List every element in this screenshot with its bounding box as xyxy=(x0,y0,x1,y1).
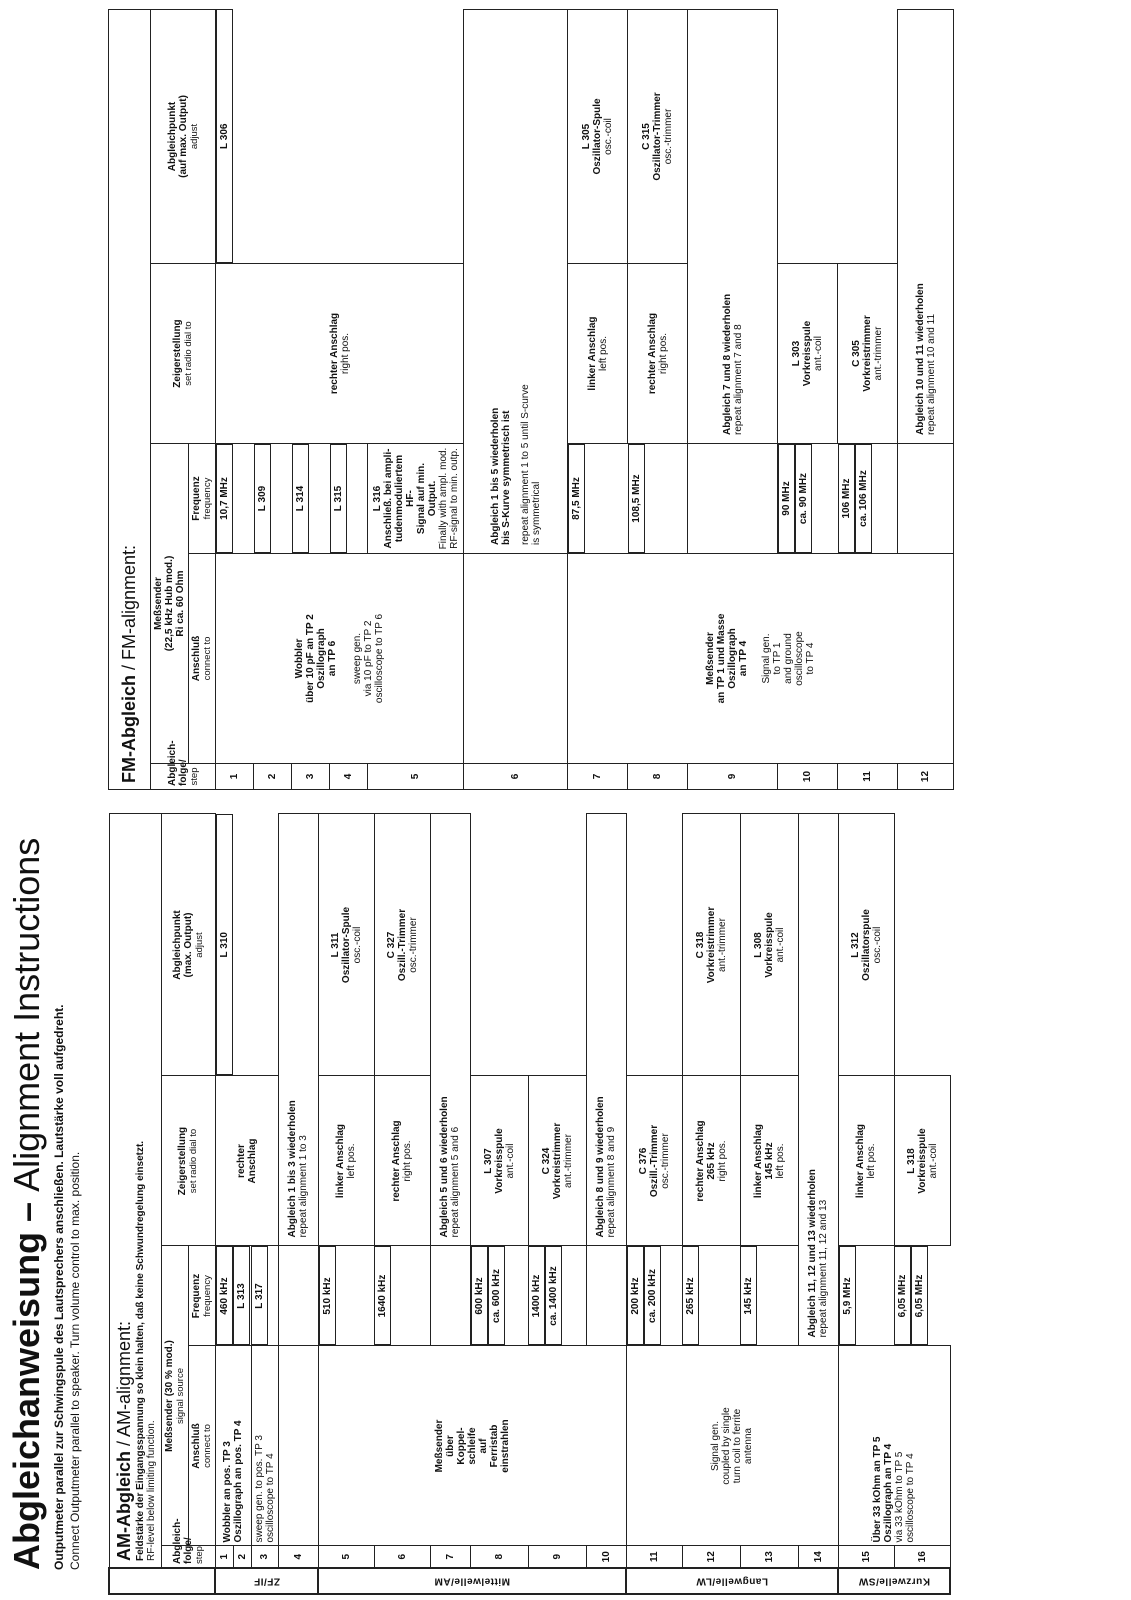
am-step-4-freq xyxy=(278,1246,318,1346)
am-step-9: 9 xyxy=(528,1546,586,1568)
am-col-adjust: Abgleichpunkt (max. Output) adjust xyxy=(161,814,215,1076)
am-step-1: 1 xyxy=(215,1546,233,1568)
am-step-13: 13 xyxy=(740,1546,798,1568)
fm-repeat-12: Abgleich 10 und 11 wiederholen repeat alignment 10 and 11 xyxy=(898,9,954,443)
am-freq-9: 1400 kHz xyxy=(528,1247,545,1346)
am-adjust-3: L 317 xyxy=(251,1247,268,1346)
am-note-en: RF-level below limiting function. xyxy=(145,1420,157,1561)
am-if-connect-de: Wobbler an pos. TP 3 Oszillograph an pos. TP 4 xyxy=(215,1346,251,1546)
am-dial-8: ca. 600 kHz xyxy=(488,1247,505,1346)
am-step-6: 6 xyxy=(374,1546,430,1568)
fm-step-3: 3 xyxy=(292,764,330,790)
am-freq-5: 510 kHz xyxy=(319,1247,336,1346)
page-title xyxy=(6,30,48,1570)
am-adjust-1: L 310 xyxy=(216,814,233,1076)
am-freq-16: 6,05 MHz xyxy=(894,1247,911,1346)
band-sw: Kurzwelle/SW xyxy=(838,1568,950,1594)
fm-group1-dial: rechter Anschlag right pos. xyxy=(216,264,464,444)
am-adjust-11: C 376 Oszill.-Trimmer osc.-trimmer xyxy=(626,1076,682,1246)
fm-freq-7: 87,5 MHz xyxy=(568,444,585,553)
am-dial-11: ca. 200 kHz xyxy=(644,1247,661,1346)
am-freq-11: 200 kHz xyxy=(627,1247,644,1346)
am-step-2: 2 xyxy=(233,1546,251,1568)
am-dial-15: linker Anschlag left pos. xyxy=(838,1076,894,1246)
am-col-dial: Zeigerstellung set radio dial to xyxy=(161,1076,215,1246)
fm-step-12-freq xyxy=(898,444,954,554)
fm-adjust-3: L 314 xyxy=(292,444,309,553)
fm-col-connect: Anschluß connect to xyxy=(189,554,216,764)
am-mw-connect: Meßsender über Koppel- schleife auf Ferristab einstrahlen xyxy=(318,1346,626,1546)
fm-step-10: 10 xyxy=(778,764,838,790)
am-repeat-4: Abgleich 1 bis 3 wiederholen repeat alignment 1 to 3 xyxy=(278,814,318,1246)
band-if: ZF/IF xyxy=(215,1568,318,1594)
fm-adjust-2: L 309 xyxy=(254,444,271,553)
fm-step-6-connect xyxy=(464,554,568,764)
am-adjust-5: L 311 Oszillator-Spule osc.-coil xyxy=(318,814,374,1076)
am-sw-connect: Über 33 kOhm an TP 5 Oszillograph an TP 4 via 33 kOhm to TP 5 oscilloscope to TP 4 xyxy=(838,1346,950,1546)
fm-adjust-11: C 305 Vorkreistrimmer ant.-trimmer xyxy=(838,264,898,444)
am-step-15: 15 xyxy=(838,1546,894,1568)
fm-col-source: Meßsender (22,5 kHz Hub mod.) Ri ca. 60 Ohm xyxy=(151,444,189,764)
fm-title-en: FM-alignment: xyxy=(119,544,139,660)
am-lw-connect: Signal gen. coupled by single turn coil to ferrite antenna xyxy=(626,1346,838,1546)
title-de: Abgleichanweisung – xyxy=(6,1191,47,1570)
am-step-3: 3 xyxy=(251,1546,278,1568)
am-adjust-12: C 318 Vorkreistrimmer ant.-trimmer xyxy=(682,814,740,1076)
fm-group1-freq: 10,7 MHz xyxy=(216,444,233,553)
am-title-sep: / xyxy=(113,1436,134,1451)
page-header xyxy=(6,30,82,1570)
fm-title-de: FM-Abgleich xyxy=(119,675,139,783)
note-de: Outputmeter parallel zur Schwingspule des Lautsprechers anschließen. Lautstärke voll aufgedreht. xyxy=(52,1004,66,1570)
fm-dial-11: ca. 106 MHz xyxy=(855,444,872,553)
am-col-source: Meßsender (30 % mod.) signal source xyxy=(161,1246,188,1546)
am-step-5: 5 xyxy=(318,1546,374,1568)
am-adjust-15: L 312 Oszillatorspule osc.-coil xyxy=(838,814,894,1076)
fm-step-9-freq xyxy=(688,444,778,554)
fm-dial-8: rechter Anschlag right pos. xyxy=(628,264,688,444)
am-adjust-2: L 313 xyxy=(233,1247,250,1346)
fm-step-1: 1 xyxy=(216,764,254,790)
am-col-connect: Anschluß connect to xyxy=(188,1346,215,1546)
am-step-16: 16 xyxy=(894,1546,950,1568)
am-freq-15: 5,9 MHz xyxy=(839,1247,856,1346)
am-adjust-13: L 308 Vorkreisspule ant.-coil xyxy=(740,814,798,1076)
fm-dial-10: ca. 90 MHz xyxy=(795,444,812,553)
fm-step-5: 5 xyxy=(368,764,464,790)
fm-title-sep: / xyxy=(119,659,139,675)
am-step-10: 10 xyxy=(586,1546,626,1568)
am-repeat-14: Abgleich 11, 12 und 13 wiederholen repeat alignment 11, 12 and 13 xyxy=(798,814,838,1346)
fm-freq-8: 108,5 MHz xyxy=(628,444,645,553)
fm-freq-10: 90 MHz xyxy=(778,444,795,553)
am-freq-8: 600 kHz xyxy=(471,1247,488,1346)
am-adjust-16: L 318 Vorkreisspule ant.-coil xyxy=(894,1076,950,1246)
fm-col-dial: Zeigerstellung set radio dial to xyxy=(151,264,216,444)
band-lw: Langwelle/LW xyxy=(626,1568,838,1594)
am-step-10-freq xyxy=(586,1246,626,1346)
am-adjust-8: L 307 Vorkreisspule ant.-coil xyxy=(470,1076,528,1246)
fm-adjust-1: L 306 xyxy=(216,9,233,263)
fm-step-2: 2 xyxy=(254,764,292,790)
fm-adjust-10: L 303 Vorkreisspule ant.-coil xyxy=(778,264,838,444)
fm-repeat-9: Abgleich 7 und 8 wiederholen repeat alignment 7 and 8 xyxy=(688,9,778,443)
am-title-cell xyxy=(109,814,161,1568)
am-step-4-connect xyxy=(278,1346,318,1546)
am-note-de: Feldstärke der Eingangsspannung so klein halten, daß keine Schwundregelung einsetzt. xyxy=(134,1140,146,1561)
am-freq-6: 1640 kHz xyxy=(374,1247,391,1346)
am-step-14: 14 xyxy=(798,1546,838,1568)
am-step-12: 12 xyxy=(682,1546,740,1568)
fm-group2-connect: Meßsender an TP 1 und Masse Oszillograph an TP 4 Signal gen. to TP 1 and ground oscilloscope to TP 4 xyxy=(568,554,954,764)
fm-col-freq: Frequenz frequency xyxy=(189,444,216,554)
title-en: Alignment Instructions xyxy=(6,837,47,1192)
am-step-11: 11 xyxy=(626,1546,682,1568)
fm-step-6: 6 xyxy=(464,764,568,790)
am-title-en: AM-alignment: xyxy=(113,1320,134,1437)
am-dial-13: linker Anschlag 145 kHz left pos. xyxy=(740,1076,798,1246)
fm-step-7: 7 xyxy=(568,764,628,790)
fm-adjust-7: L 305 Oszillator-Spule osc.-coil xyxy=(568,9,628,263)
am-if-dial: rechter Anschlag xyxy=(215,1076,278,1246)
fm-col-step: Abgleich-folge/ step xyxy=(151,764,216,790)
am-alignment-table xyxy=(108,814,951,1596)
fm-adjust-8: C 315 Oszillator-Trimmer osc.-trimmer xyxy=(628,9,688,263)
fm-adjust-5: L 316 Anschließ. bei ampli- tudenmoduliertem HF- Signal auf min. Output. Finally with ampl. mod. RF-signal to min. outp. xyxy=(368,444,464,554)
am-repeat-7: Abgleich 5 und 6 wiederholen repeat alignment 5 and 6 xyxy=(430,814,470,1246)
am-dial-6: rechter Anschlag right pos. xyxy=(374,1076,430,1246)
am-repeat-10: Abgleich 8 und 9 wiederholen repeat alignment 8 and 9 xyxy=(586,814,626,1246)
am-if-connect-en: sweep gen. to pos. TP 3 oscilloscope to TP 4 xyxy=(251,1346,278,1546)
fm-alignment-table xyxy=(108,9,954,790)
fm-adjust-4: L 315 xyxy=(330,444,347,553)
fm-dial-7: linker Anschlag left pos. xyxy=(568,264,628,444)
fm-step-11: 11 xyxy=(838,764,898,790)
fm-freq-11: 106 MHz xyxy=(838,444,855,553)
am-freq-13: 145 kHz xyxy=(740,1247,757,1346)
note-en: Connect Outputmeter parallel to speaker. Turn volume control to max. position. xyxy=(68,1151,82,1570)
am-if-freq: 460 kHz xyxy=(216,1247,233,1346)
fm-step-12: 12 xyxy=(898,764,954,790)
band-header-empty xyxy=(109,1568,215,1594)
fm-group1-connect: Wobbler über 10 pF an TP 2 Oszillograph an TP 6 sweep gen. via 10 pF to TP 2 oscilloscope to TP 6 xyxy=(216,554,464,764)
am-dial-5: linker Anschlag left pos. xyxy=(318,1076,374,1246)
fm-title-cell xyxy=(109,9,151,789)
am-col-step: Abgleich-folge/ step xyxy=(161,1546,215,1568)
am-step-7: 7 xyxy=(430,1546,470,1568)
fm-step-9: 9 xyxy=(688,764,778,790)
am-dial-12: rechter Anschlag 265 kHz right pos. xyxy=(682,1076,740,1246)
fm-step-4: 4 xyxy=(330,764,368,790)
am-col-freq: Frequenz frequency xyxy=(188,1246,215,1346)
am-step-8: 8 xyxy=(470,1546,528,1568)
am-step-7-freq xyxy=(430,1246,470,1346)
fm-repeat-6: Abgleich 1 bis 5 wiederholen bis S-Kurve symmetrisch ist repeat alignment 1 to 5 until S-curve is symmetrical xyxy=(464,9,568,553)
am-dial-9: ca. 1400 kHz xyxy=(545,1247,562,1346)
am-step-4: 4 xyxy=(278,1546,318,1568)
am-adjust-9: C 324 Vorkreistrimmer ant.-trimmer xyxy=(528,1076,586,1246)
band-mw: Mittelwelle/AM xyxy=(318,1568,626,1594)
am-title-de: AM-Abgleich xyxy=(113,1451,134,1561)
am-adjust-6: C 327 Oszill.-Trimmer osc.-trimmer xyxy=(374,814,430,1076)
am-freq-12: 265 kHz xyxy=(682,1247,699,1346)
fm-col-adjust: Abgleichpunkt (auf max. Output) adjust xyxy=(151,9,216,263)
am-dial-16: 6,05 MHz xyxy=(911,1247,928,1346)
fm-step-8: 8 xyxy=(628,764,688,790)
